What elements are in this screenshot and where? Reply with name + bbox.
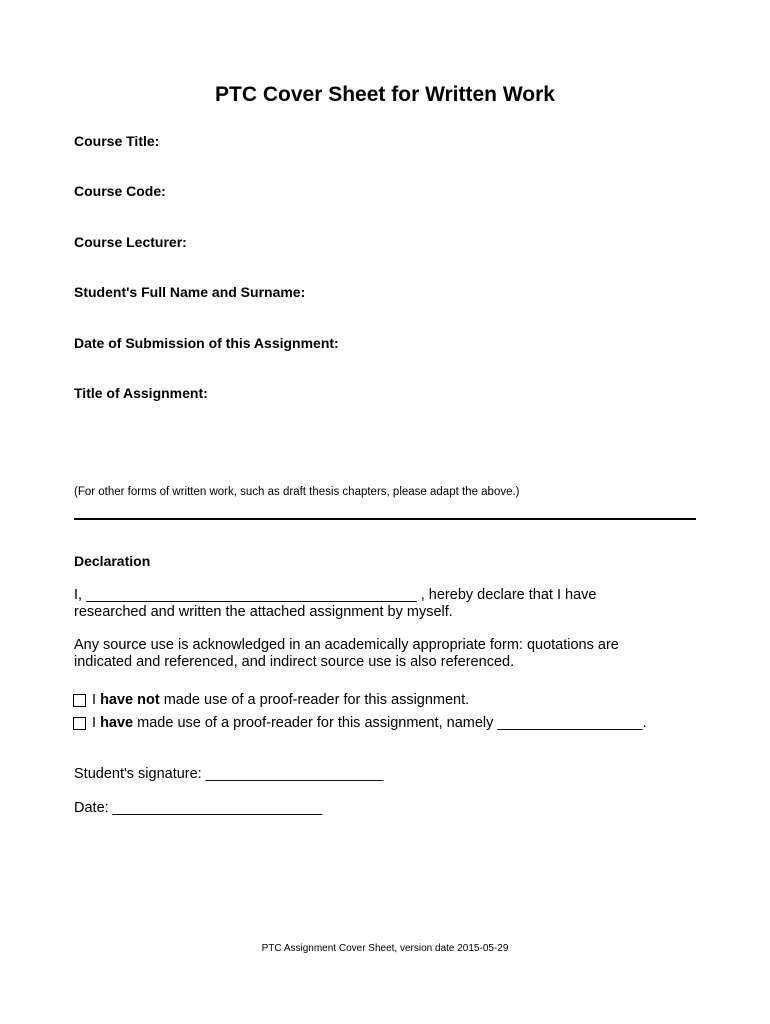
checkbox-used[interactable]	[73, 717, 86, 730]
course-title-label: Course Title:	[74, 133, 160, 149]
assignment-title-label: Title of Assignment:	[74, 385, 208, 401]
student-name-label: Student's Full Name and Surname:	[74, 284, 306, 300]
declaration-line-1: I, _________________________________________ , hereby declare that I have	[74, 587, 597, 603]
declaration-line-2: researched and written the attached assignment by myself.	[74, 604, 453, 620]
option-used-prefix: I	[92, 715, 101, 731]
submission-date-label: Date of Submission of this Assignment:	[74, 335, 339, 351]
checkbox-not-used[interactable]	[73, 694, 86, 707]
option-not-used-prefix: I	[92, 692, 101, 708]
signature-line: Student's signature: ______________________	[74, 766, 384, 782]
source-use-line-2: indicated and referenced, and indirect source use is also referenced.	[74, 654, 515, 670]
source-use-line-1: Any source use is acknowledged in an academically appropriate form: quotations are	[74, 637, 619, 653]
declaration-heading: Declaration	[74, 553, 151, 569]
proofreader-option-used	[73, 715, 647, 732]
course-code-label: Course Code:	[74, 183, 166, 199]
option-used-emphasis: have	[100, 715, 134, 731]
course-lecturer-label: Course Lecturer:	[74, 234, 187, 250]
date-line: Date: __________________________	[74, 800, 323, 816]
option-not-used-suffix: made use of a proof-reader for this assignment.	[159, 692, 470, 708]
page-footer: PTC Assignment Cover Sheet, version date 2015-05-29	[261, 943, 509, 954]
adaptation-note: (For other forms of written work, such as draft thesis chapters, please adapt the above.)	[74, 486, 520, 498]
proofreader-option-not-used	[73, 692, 469, 709]
option-not-used-emphasis: have not	[100, 692, 160, 708]
section-divider	[74, 518, 696, 520]
page-title: PTC Cover Sheet for Written Work	[215, 83, 555, 106]
option-used-suffix: made use of a proof-reader for this assignment, namely __________________.	[133, 715, 647, 731]
